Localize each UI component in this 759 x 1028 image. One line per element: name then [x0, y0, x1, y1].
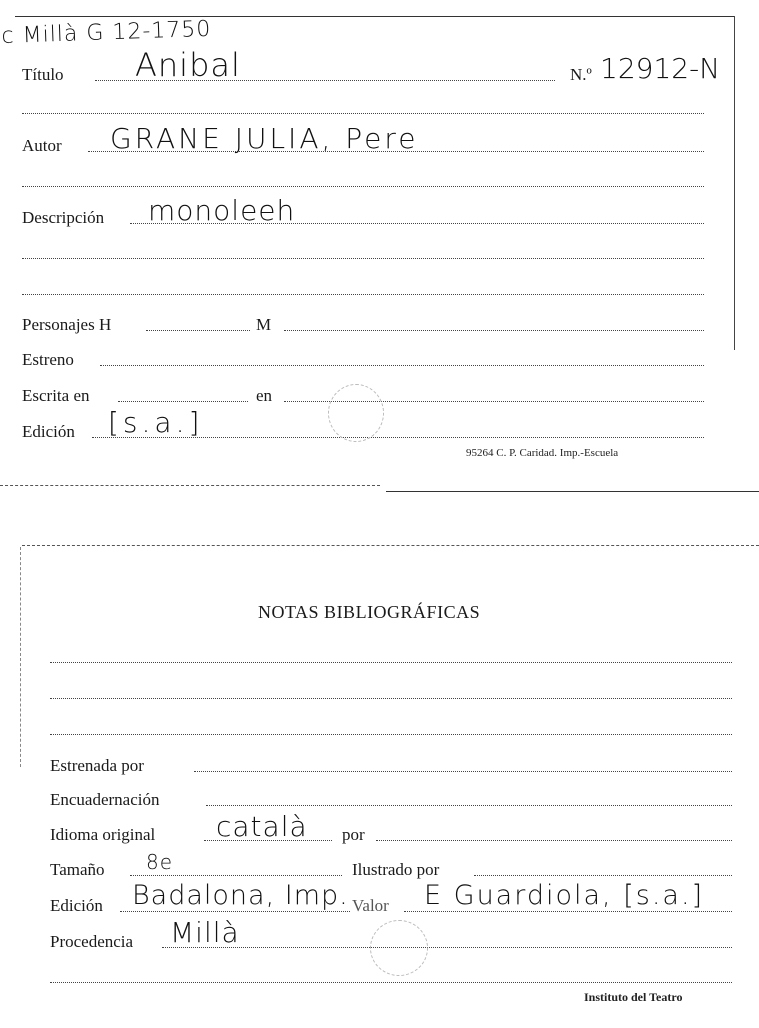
autor-value: GRANE JULIA, Pere [110, 122, 419, 155]
encuadernacion-label: Encuadernación [50, 790, 160, 809]
autor-label: Autor [22, 136, 62, 155]
notas-heading: NOTAS BIBLIOGRÁFICAS [258, 602, 481, 622]
edicion-bottom-value-2: E Guardiola, [s.a.] [424, 880, 705, 911]
escrita-line [118, 401, 248, 402]
en-label: en [256, 386, 273, 405]
descripcion-blank-line-1 [22, 258, 704, 259]
escrita-label: Escrita en [22, 386, 90, 405]
top-card-bottom-edge-right [386, 491, 759, 492]
descripcion-blank-line-2 [22, 294, 704, 295]
idioma-value: català [216, 810, 308, 843]
notas-blank-line-1 [50, 662, 732, 663]
titulo-blank-line [22, 113, 704, 114]
descripcion-label: Descripción [22, 208, 105, 227]
descripcion-value: monoleeh [148, 194, 296, 227]
ilustrado-line [474, 875, 732, 876]
bottom-card-top-edge [22, 545, 759, 546]
valor-label: Valor [352, 896, 389, 915]
tamano-value: 8e [146, 850, 174, 874]
edicion-value: [s.a.] [108, 406, 204, 439]
punch-hole-bottom [370, 920, 428, 976]
notas-blank-line-2 [50, 698, 732, 699]
top-card-bottom-edge [0, 485, 380, 486]
personajes-label: Personajes H [22, 315, 112, 334]
corner-note: c Millà G 12-1750 [1, 16, 212, 49]
ilustrado-label: Ilustrado por [352, 860, 440, 879]
estreno-line [100, 365, 704, 366]
institution-note: Instituto del Teatro [584, 990, 683, 1004]
printer-note: 95264 C. P. Caridad. Imp.-Escuela [466, 447, 619, 459]
por-label: por [342, 825, 365, 844]
estreno-label: Estreno [22, 350, 74, 369]
idioma-label: Idioma original [50, 825, 156, 844]
procedencia-line [162, 947, 732, 948]
m-label: M [256, 315, 272, 334]
tamano-label: Tamaño [50, 860, 105, 879]
autor-blank-line [22, 186, 704, 187]
personajes-h-line [146, 330, 250, 331]
edicion-label: Edición [22, 422, 75, 441]
edicion-bottom-label: Edición [50, 896, 103, 915]
estrenada-label: Estrenada por [50, 756, 144, 775]
edicion-bottom-value: Badalona, Imp. [132, 880, 349, 911]
encuadernacion-line [206, 805, 732, 806]
edicion-bottom-line [120, 911, 350, 912]
bottom-card-left-edge [20, 547, 21, 767]
procedencia-value: Millà [170, 916, 240, 949]
titulo-value: Anibal [135, 46, 241, 84]
estrenada-line [194, 771, 732, 772]
personajes-m-line [284, 330, 704, 331]
top-card-right-edge [734, 16, 735, 350]
punch-hole-top [328, 384, 384, 442]
por-line [376, 840, 732, 841]
titulo-label: Título [22, 65, 64, 84]
procedencia-blank-line [50, 982, 732, 983]
numero-value: 12912-N [600, 52, 721, 85]
numero-label: N.º [570, 65, 592, 84]
top-card-top-edge [15, 16, 735, 17]
procedencia-label: Procedencia [50, 932, 134, 951]
tamano-line [130, 875, 342, 876]
notas-blank-line-3 [50, 734, 732, 735]
valor-line [404, 911, 732, 912]
